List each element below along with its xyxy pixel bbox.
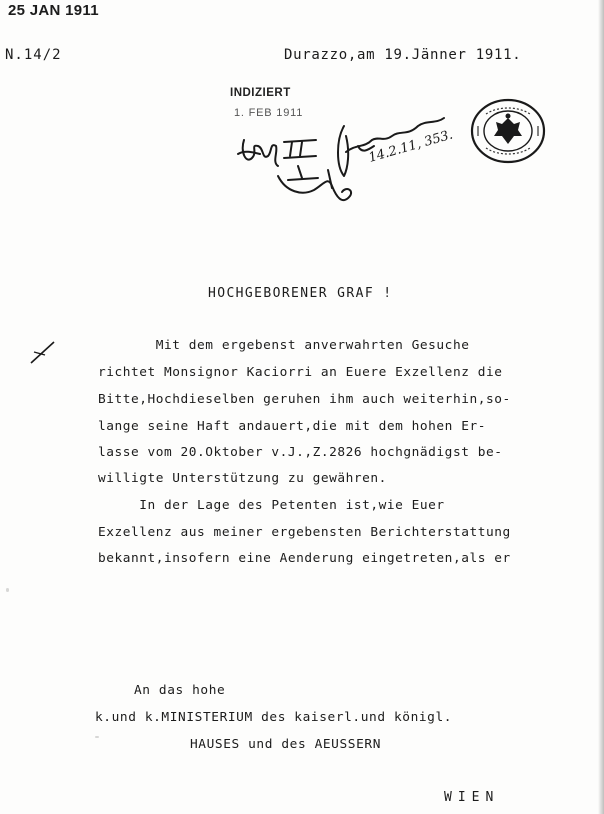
body-line-3: Bitte,Hochdieselben geruhen ihm auch weiterhin,so-	[98, 392, 511, 407]
salutation: HOCHGEBORENER GRAF !	[208, 286, 393, 301]
body-line-7: In der Lage des Petenten ist,wie Euer	[98, 498, 445, 513]
page-edge-shadow	[598, 0, 604, 814]
scan-speck	[6, 588, 9, 592]
address-line-1: An das hohe	[134, 683, 226, 698]
address-line-3: HAUSES und des AEUSSERN	[190, 737, 382, 752]
body-line-9: bekannt,insofern eine Aenderung eingetreten,als er	[98, 551, 511, 566]
place-and-date: Durazzo,am 19.Jänner 1911.	[284, 47, 522, 63]
body-line-1: Mit dem ergebenst anverwahrten Gesuche	[98, 338, 470, 353]
indiziert-stamp-label: INDIZIERT	[230, 87, 291, 99]
received-date-stamp: 25 JAN 1911	[8, 2, 99, 19]
body-line-5: lasse vom 20.Oktober v.J.,Z.2826 hochgnädigst be-	[98, 445, 503, 460]
scan-speck	[95, 736, 99, 738]
margin-slash-mark	[28, 338, 58, 368]
archive-seal	[468, 96, 548, 166]
destination-city: WIEN	[444, 790, 500, 805]
reference-number: N.14/2	[5, 47, 62, 63]
body-line-6: willigte Unterstützung zu gewähren.	[98, 471, 387, 486]
body-line-4: lange seine Haft andauert,die mit dem hohen Er-	[98, 419, 486, 434]
handwritten-note-text: 14.2.11, 353.	[366, 127, 455, 166]
handwritten-annotation	[232, 96, 472, 214]
indiziert-stamp-date: 1. FEB 1911	[234, 107, 304, 119]
address-line-2: k.und k.MINISTERIUM des kaiserl.und königl.	[95, 710, 453, 725]
body-line-8: Exzellenz aus meiner ergebensten Berichterstattung	[98, 525, 511, 540]
body-line-2: richtet Monsignor Kaciorri an Euere Exzellenz die	[98, 365, 503, 380]
